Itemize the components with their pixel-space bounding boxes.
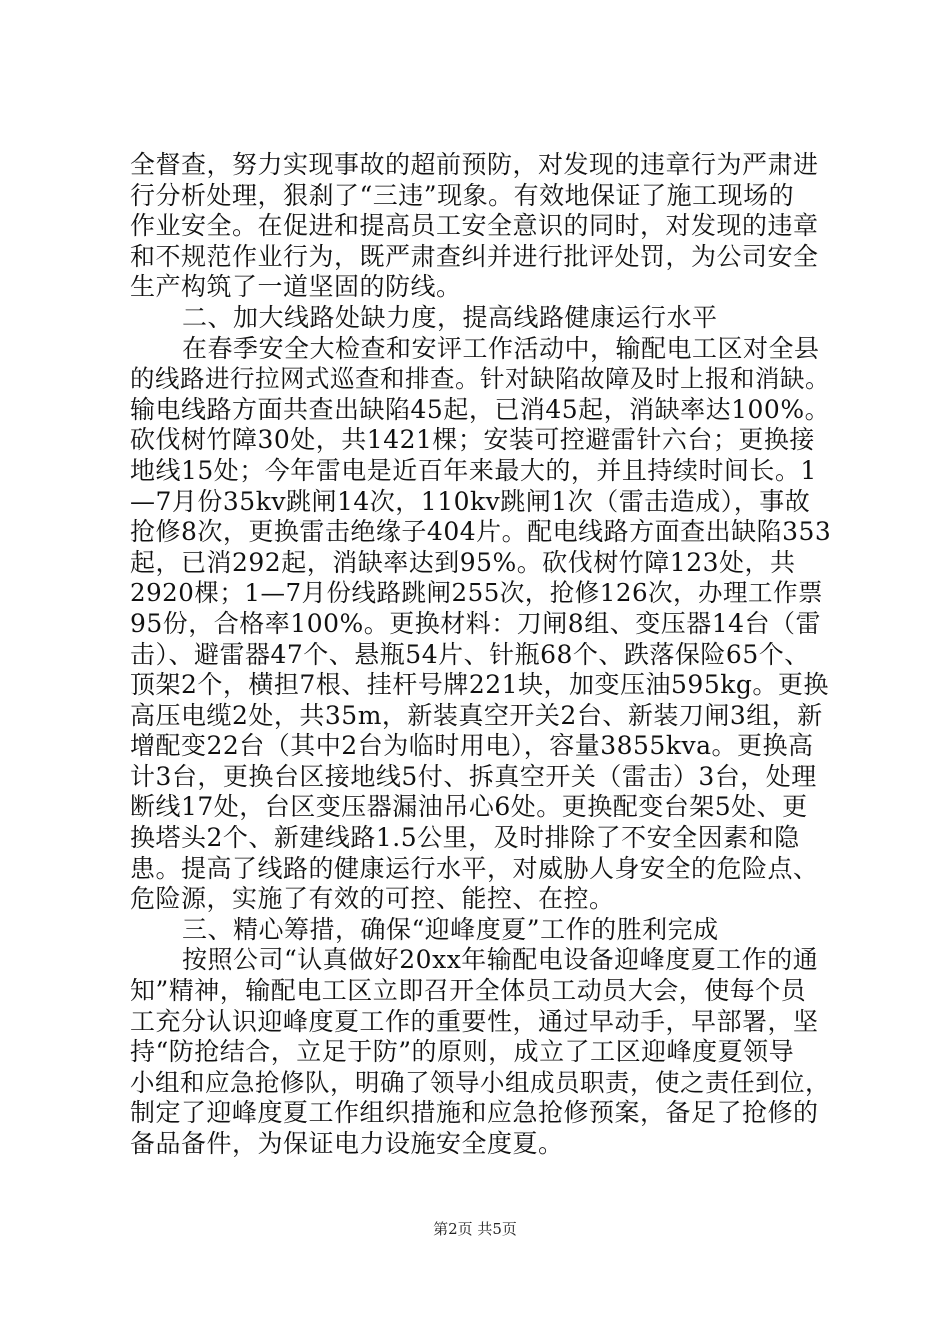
text-line: 备品备件，为保证电力设施安全度夏。 bbox=[130, 1129, 564, 1158]
paragraph-start-line: 在春季安全大检查和安评工作活动中，输配电工区对全县 bbox=[182, 333, 820, 363]
text-line: 生产构筑了一道坚固的防线。 bbox=[130, 272, 462, 302]
text-line: 危险源，实施了有效的可控、能控、在控。 bbox=[130, 884, 615, 914]
page-footer: 第2页 共5页 bbox=[433, 1220, 517, 1238]
paragraph-start-line: 按照公司“认真做好20xx年输配电设备迎峰度夏工作的通 bbox=[182, 945, 819, 975]
text-line: 计3台，更换台区接地线5付、拆真空开关（雷击）3台，处理 bbox=[130, 761, 817, 791]
text-line: 高压电缆2处，共35m，新装真空开关2台、新装刀闸3组，新 bbox=[130, 700, 823, 730]
text-line: —7月份35kv跳闸14次，110kv跳闸1次（雷击造成），事故 bbox=[130, 486, 811, 516]
text-line: 知”精神，输配电工区立即召开全体员工动员大会，使每个员 bbox=[130, 976, 807, 1006]
text-line: 断线17处，台区变压器漏油吊心6处。更换配变台架5处、更 bbox=[130, 792, 808, 822]
text-line: 地线15处；今年雷电是近百年来最大的，并且持续时间长。1 bbox=[130, 455, 817, 485]
text-line: 小组和应急抢修队，明确了领导小组成员职责，使之责任到位， bbox=[130, 1067, 830, 1097]
paragraph-start-line: 二、加大线路处缺力度，提高线路健康运行水平 bbox=[182, 302, 718, 332]
text-line: 2920棵；1—7月份线路跳闸255次，抢修126次，办理工作票 bbox=[130, 578, 824, 608]
text-line: 的线路进行拉网式巡查和排查。针对缺陷故障及时上报和消缺。 bbox=[130, 364, 830, 394]
text-line: 患。提高了线路的健康运行水平，对威胁人身安全的危险点、 bbox=[130, 853, 819, 883]
text-line: 顶架2个，横担7根、挂杆号牌221块，加变压油595kg。更换 bbox=[130, 670, 829, 700]
text-line: 95份，合格率100%。更换材料：刀闸8组、变压器14台（雷 bbox=[130, 608, 822, 638]
text-line: 作业安全。在促进和提高员工安全意识的同时，对发现的违章 bbox=[130, 211, 819, 241]
text-line: 行分析处理，狠刹了“三违”现象。有效地保证了施工现场的 bbox=[130, 180, 795, 210]
text-line: 和不规范作业行为，既严肃查纠并进行批评处罚，为公司安全 bbox=[130, 241, 819, 271]
text-line: 工充分认识迎峰度夏工作的重要性，通过早动手，早部署，坚 bbox=[130, 1006, 819, 1036]
text-line: 起，已消292起，消缺率达到95%。砍伐树竹障123处，共 bbox=[130, 547, 796, 577]
text-line: 制定了迎峰度夏工作组织措施和应急抢修预案，备足了抢修的 bbox=[130, 1098, 819, 1128]
text-line: 砍伐树竹障30处，共1421棵；安装可控避雷针六台；更换接 bbox=[130, 425, 815, 455]
paragraph-start-line: 三、精心筹措，确保“迎峰度夏”工作的胜利完成 bbox=[182, 914, 719, 944]
text-line: 抢修8次，更换雷击绝缘子404片。配电线路方面查出缺陷353 bbox=[130, 517, 832, 547]
text-line: 增配变22台（其中2台为临时用电），容量3855kva。更换高 bbox=[130, 731, 814, 761]
text-line: 换塔头2个、新建线路1.5公里，及时排除了不安全因素和隐 bbox=[130, 823, 800, 853]
document-body bbox=[130, 150, 830, 1160]
text-line: 击）、避雷器47个、悬瓶54片、针瓶68个、跌落保险65个、 bbox=[130, 639, 810, 669]
text-line: 全督查，努力实现事故的超前预防，对发现的违章行为严肃进 bbox=[130, 150, 819, 179]
text-line: 输电线路方面共查出缺陷45起，已消45起，消缺率达100%。 bbox=[130, 394, 831, 424]
text-line: 持“防抢结合，立足于防”的原则，成立了工区迎峰度夏领导 bbox=[130, 1037, 795, 1067]
